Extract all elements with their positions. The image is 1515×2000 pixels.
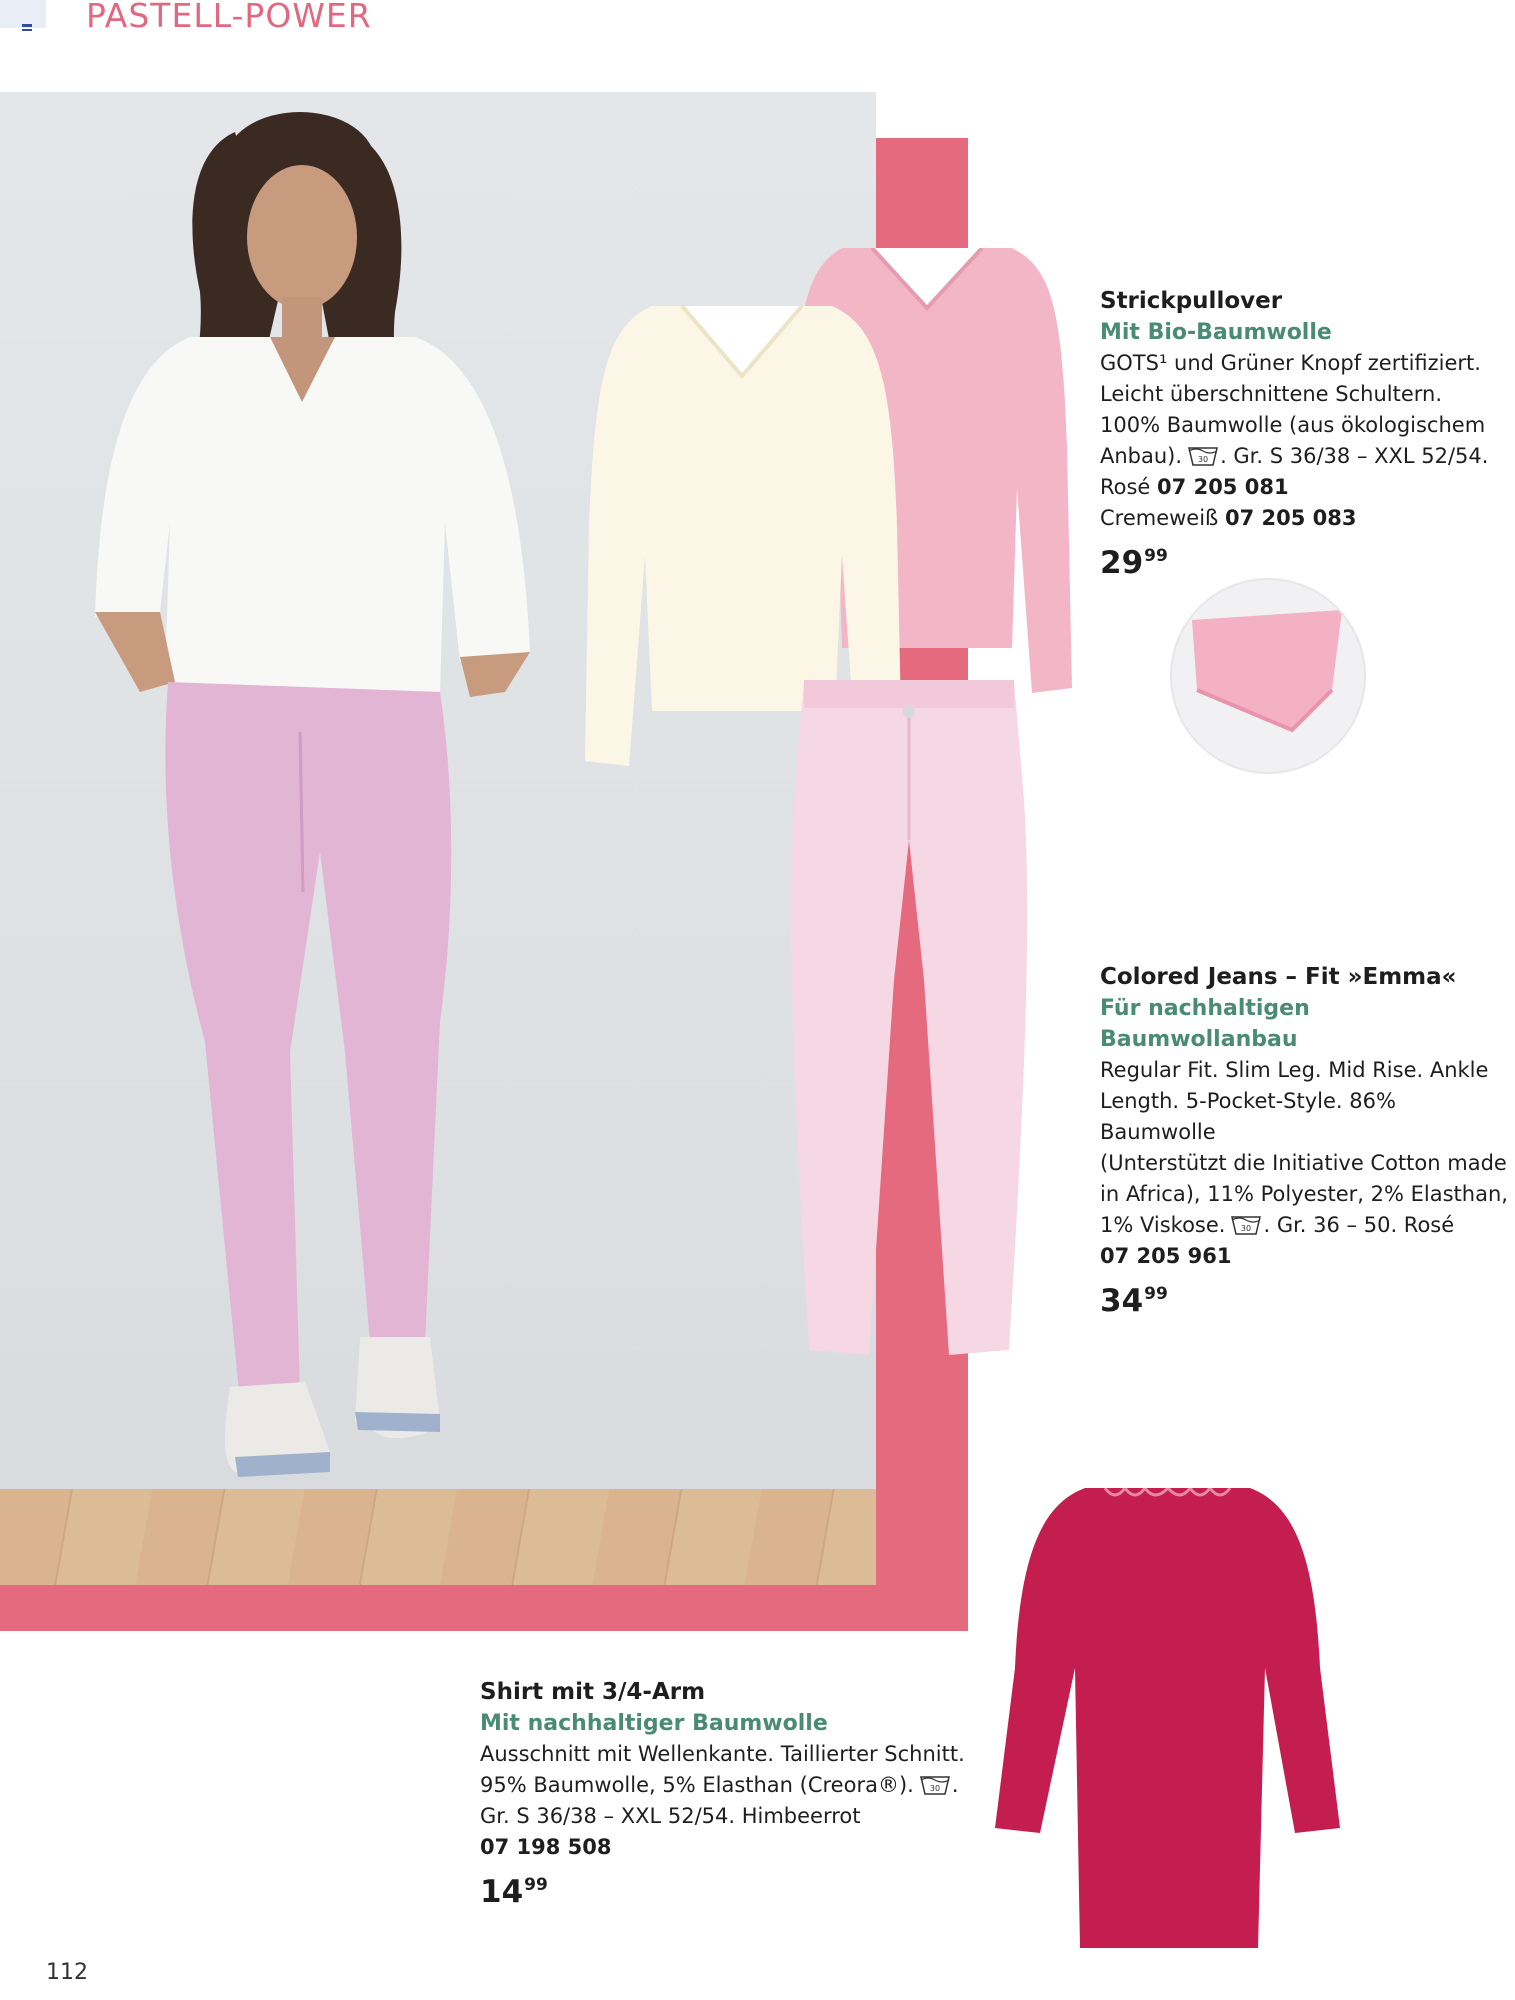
product-line-wrap [1100,1210,1512,1241]
wash-30-icon [920,1775,950,1795]
svg-text:30: 30 [1241,1224,1252,1233]
product-line: . [951,1773,959,1797]
product-title: Shirt mit 3/4-Arm [480,1679,706,1705]
article-number: 07 205 081 [1157,475,1289,499]
product-jeans [1100,962,1512,1321]
header-mark-line [22,29,32,31]
product-subtitle: Mit Bio-Baumwolle [1100,320,1332,345]
price [1100,536,1510,583]
page-number: 112 [46,1960,88,1985]
product-line: 100% Baumwolle (aus ökologischem [1100,413,1486,437]
accent-band [0,1585,968,1631]
product-title: Strickpullover [1100,288,1283,314]
product-line: 1% Viskose. [1100,1213,1226,1237]
price-cents: 99 [524,1875,548,1895]
variant-label: Cremeweiß [1100,506,1219,530]
price [480,1865,980,1912]
wooden-floor [0,1489,876,1585]
product-line: . Gr. S 36/38 – XXL 52/54. [1220,444,1489,468]
product-line: . Gr. 36 – 50. Rosé [1263,1213,1455,1237]
header-mark-line [22,24,32,27]
product-subtitle: Mit nachhaltiger Baumwolle [480,1711,828,1736]
product-line: Gr. S 36/38 – XXL 52/54. Himbeerrot [480,1804,861,1828]
price-main: 14 [480,1874,524,1910]
price [1100,1274,1512,1321]
article-number: 07 198 508 [480,1835,612,1859]
product-shirt [480,1677,980,1912]
pink-jeans-image [784,680,1034,1355]
product-line: Ausschnitt mit Wellenkante. Taillierter Schnitt. [480,1742,965,1766]
product-line: 95% Baumwolle, 5% Elasthan (Creora®). [480,1773,914,1797]
variant-row [1100,472,1510,503]
variant-row [1100,503,1510,534]
product-line: Length. 5-Pocket-Style. 86% Baumwolle [1100,1089,1396,1144]
article-number: 07 205 083 [1224,506,1357,530]
product-line: Regular Fit. Slim Leg. Mid Rise. Ankle [1100,1058,1489,1082]
product-subtitle: Für nachhaltigen Baumwollanbau [1100,996,1310,1052]
product-line: Anbau). [1100,444,1183,468]
svg-text:30: 30 [1197,455,1209,464]
product-knit [1100,286,1510,583]
price-main: 34 [1100,1283,1144,1319]
product-line: (Unterstützt die Initiative Cotton made [1100,1151,1507,1175]
price-cents: 99 [1144,1284,1168,1304]
section-title: PASTELL-POWER [86,0,372,35]
article-number: 07 205 961 [1100,1244,1232,1268]
product-line-wrap [1100,441,1510,472]
fabric-detail-image [1172,580,1364,772]
price-cents: 99 [1144,546,1168,566]
product-line: GOTS¹ und Grüner Knopf zertifiziert. [1100,351,1481,375]
header-logo-mark [0,0,46,28]
product-title: Colored Jeans – Fit »Emma« [1100,964,1457,990]
variant-label: Rosé [1100,475,1151,499]
svg-text:30: 30 [929,1784,940,1793]
raspberry-shirt-image [990,1488,1345,1953]
wash-30-icon [1231,1215,1261,1235]
product-line: in Africa), 11% Polyester, 2% Elasthan, [1100,1182,1508,1206]
wash-30-icon [1188,446,1218,466]
product-line: Leicht überschnittene Schultern. [1100,382,1443,406]
product-line-wrap [480,1770,980,1801]
price-main: 29 [1100,545,1144,581]
